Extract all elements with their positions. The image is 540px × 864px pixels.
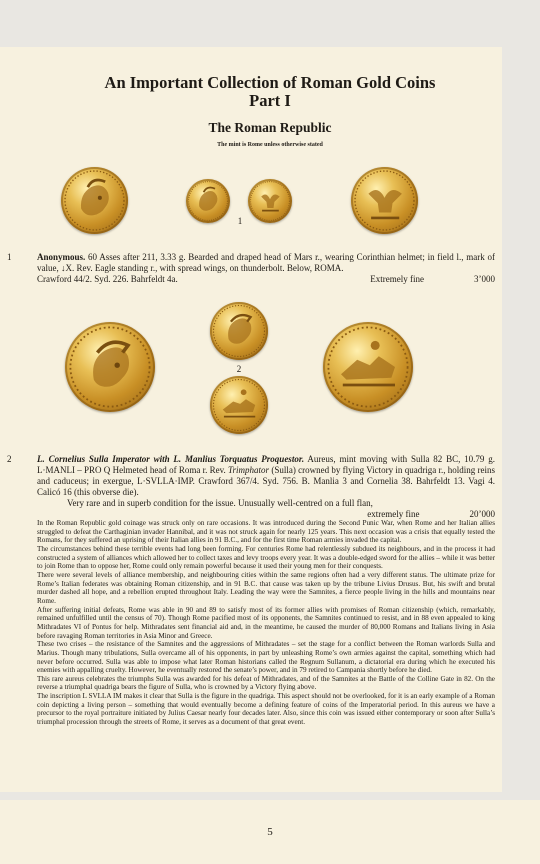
- lot-2-text-b: (Sulla) crowned by flying Victory in quadriga r., holding reins and caduceus; in exergue, L·SVLLA·IMP. Crawford 367/4. Syd. 756. B. Manlia 3 and Cornelia 38. Bahrfeldt 13. Vagi 4. Calicó 16 (this obverse die).: [37, 465, 495, 497]
- lot-number-1: 1: [7, 252, 12, 262]
- page-title: An Important Collection of Roman Gold Coins: [104, 73, 436, 92]
- page-title-part: Part I: [249, 91, 291, 110]
- coin-2-reverse: [210, 376, 268, 434]
- historical-essay: [37, 519, 495, 727]
- coin-1-reverse: [248, 179, 292, 223]
- essay-paragraph: After suffering initial defeats, Rome was able in 90 and 89 to satisfy most of its former allies with promises of Roman citizenship (which, remarkably, remained unfulfilled until the census of 70). Though Rome pacified most of its opponents, the Samnites continued to resist, and in 88 even appealed to king Mithradates VI of Pontus for help. Mithradates sent financial aid and, in the meantime, he caused the murder of 80,000 Romans and Italians living in Asia before ravaging Roman territories in Asia Minor and Greece.: [37, 605, 495, 640]
- plate-number-1: 1: [237, 216, 243, 226]
- section-heading: The Roman Republic: [208, 120, 332, 135]
- lot-1-grade: Extremely fine: [370, 274, 424, 284]
- quadriga-icon: [210, 376, 268, 434]
- lot-2-condition: Very rare and in superb condition for the issue. Unusually well-centred on a full flan,: [67, 498, 373, 508]
- lot-1-description: [37, 252, 495, 285]
- mars-head-icon: [61, 167, 128, 234]
- mint-note: The mint is Rome unless otherwise stated: [217, 142, 323, 148]
- lot-1-estimate: 3’000: [474, 274, 495, 284]
- eagle-icon: [351, 167, 418, 234]
- lot-2-text-italic: Trimphator: [228, 465, 270, 475]
- coin-1-obverse-enlarged: [61, 167, 128, 234]
- lot-1-references: Crawford 44/2. Syd. 226. Bahrfeldt 4a.: [37, 274, 178, 284]
- lot-2-grade: extremely fine: [367, 509, 420, 519]
- essay-paragraph: There were several levels of alliance membership, and neighbouring cities within the same regions often had a very different status. The ultimate prize for Rome’s Italian federates was obtaining Roman citizenship, and in 91 B.C. that cause was taken up by the tribune Livius Drusus. But, his swift and brutal murder dashed all hope, and a rebellion erupted throughout Italy. Leading the way were the Samnites, a fierce people living in the hills and mountains near Rome.: [37, 570, 495, 605]
- coin-2-obverse: [210, 302, 268, 360]
- roma-head-icon: [210, 302, 268, 360]
- quadriga-icon: [323, 322, 413, 412]
- essay-paragraph: The circumstances behind these terrible events had long been forming. For centuries Rome had relentlessly subdued its neighbours, and in the process it had constructed a system of alliances which allowed her to collect taxes and levy troops every year. It was a double-edged sword for the allies – while it was better to join Rome than to oppose her, Rome could only remain powerful because it used their young men for their conquests.: [37, 544, 495, 571]
- lot-number-2: 2: [7, 454, 12, 464]
- coin-2-reverse-enlarged: [323, 322, 413, 412]
- page-number: 5: [267, 826, 273, 838]
- essay-paragraph: The inscription L SVLLA IM makes it clear that Sulla is the figure in the quadriga. This aspect should not be overlooked, for it is an early example of a Roman coin depicting a living person – something that would eventually become a defining feature of coins of the Imperatorial period. In this aureus we have a precursor to the royal portraiture initiated by Julius Caesar nearly four decades later. Also, since this coin was issued either contemporary or soon after Sulla’s triumphal procession through the streets of Rome, it serves as a document of that great event.: [37, 692, 495, 727]
- essay-paragraph: This rare aureus celebrates the triumphs Sulla was awarded for his defeat of Mithradates, and of the Samnites at the Battle of the Colline Gate in 82. On the reverse a triumphal quadriga bears the figure of Sulla, who is crowned by a Victory flying above.: [37, 674, 495, 692]
- coin-2-obverse-enlarged: [65, 322, 155, 412]
- coin-1-obverse: [186, 179, 230, 223]
- lot-2-text-a: Aureus, mint moving with Sulla 82 BC, 10.79 g. L·MANLI – PRO Q Helmeted head of Roma r. Rev.: [37, 454, 495, 475]
- lot-2-description: [37, 454, 495, 520]
- lot-1-text: 60 Asses after 211, 3.33 g. Bearded and draped head of Mars r., wearing Corinthian helmet; in field l., mark of value, ↓X. Rev. Eagle standing r., with spread wings, on thunderbolt. Below, ROMA.: [37, 252, 495, 273]
- lot-2-estimate: 20’000: [469, 509, 495, 519]
- lot-1-heading: Anonymous.: [37, 252, 86, 262]
- lot-2-heading: L. Cornelius Sulla Imperator with L. Manlius Torquatus Proquestor.: [37, 454, 305, 464]
- essay-paragraph: In the Roman Republic gold coinage was struck only on rare occasions. It was introduced during the Second Punic War, when Rome and her Italian allies struggled to defeat the Carthaginian invader Hannibal, and it was not struck again for nearly 125 years. This next occasion was a crisis that equally tested the Romans, for they suffered an uprising of their Italian allies in 91 B.C., and for the first time Roman armies invaded the capital.: [37, 519, 495, 545]
- lot-1-ref-row: [37, 274, 495, 285]
- roma-head-icon: [65, 322, 155, 412]
- plate-number-2: 2: [236, 364, 242, 374]
- mars-head-icon: [186, 179, 230, 223]
- eagle-icon: [248, 179, 292, 223]
- essay-paragraph: These two crises – the resistance of the Samnites and the aggressions of Mithradates – set the stage for a conflict between the Roman warlords Sulla and Marius. Though many tribulations, Sulla overcame all of his opponents, in part by unleashing Rome’s own armies against the capital, something which had never before occurred. Sulla was able to impose what later Roman historians called the Regnum Sullanum, a dictatorial era during which he executed his enemies with appalling cruelty. However, he eventually restored the senate’s power, and in 79 retired to Campania shortly before he died.: [37, 640, 495, 675]
- coin-1-reverse-enlarged: [351, 167, 418, 234]
